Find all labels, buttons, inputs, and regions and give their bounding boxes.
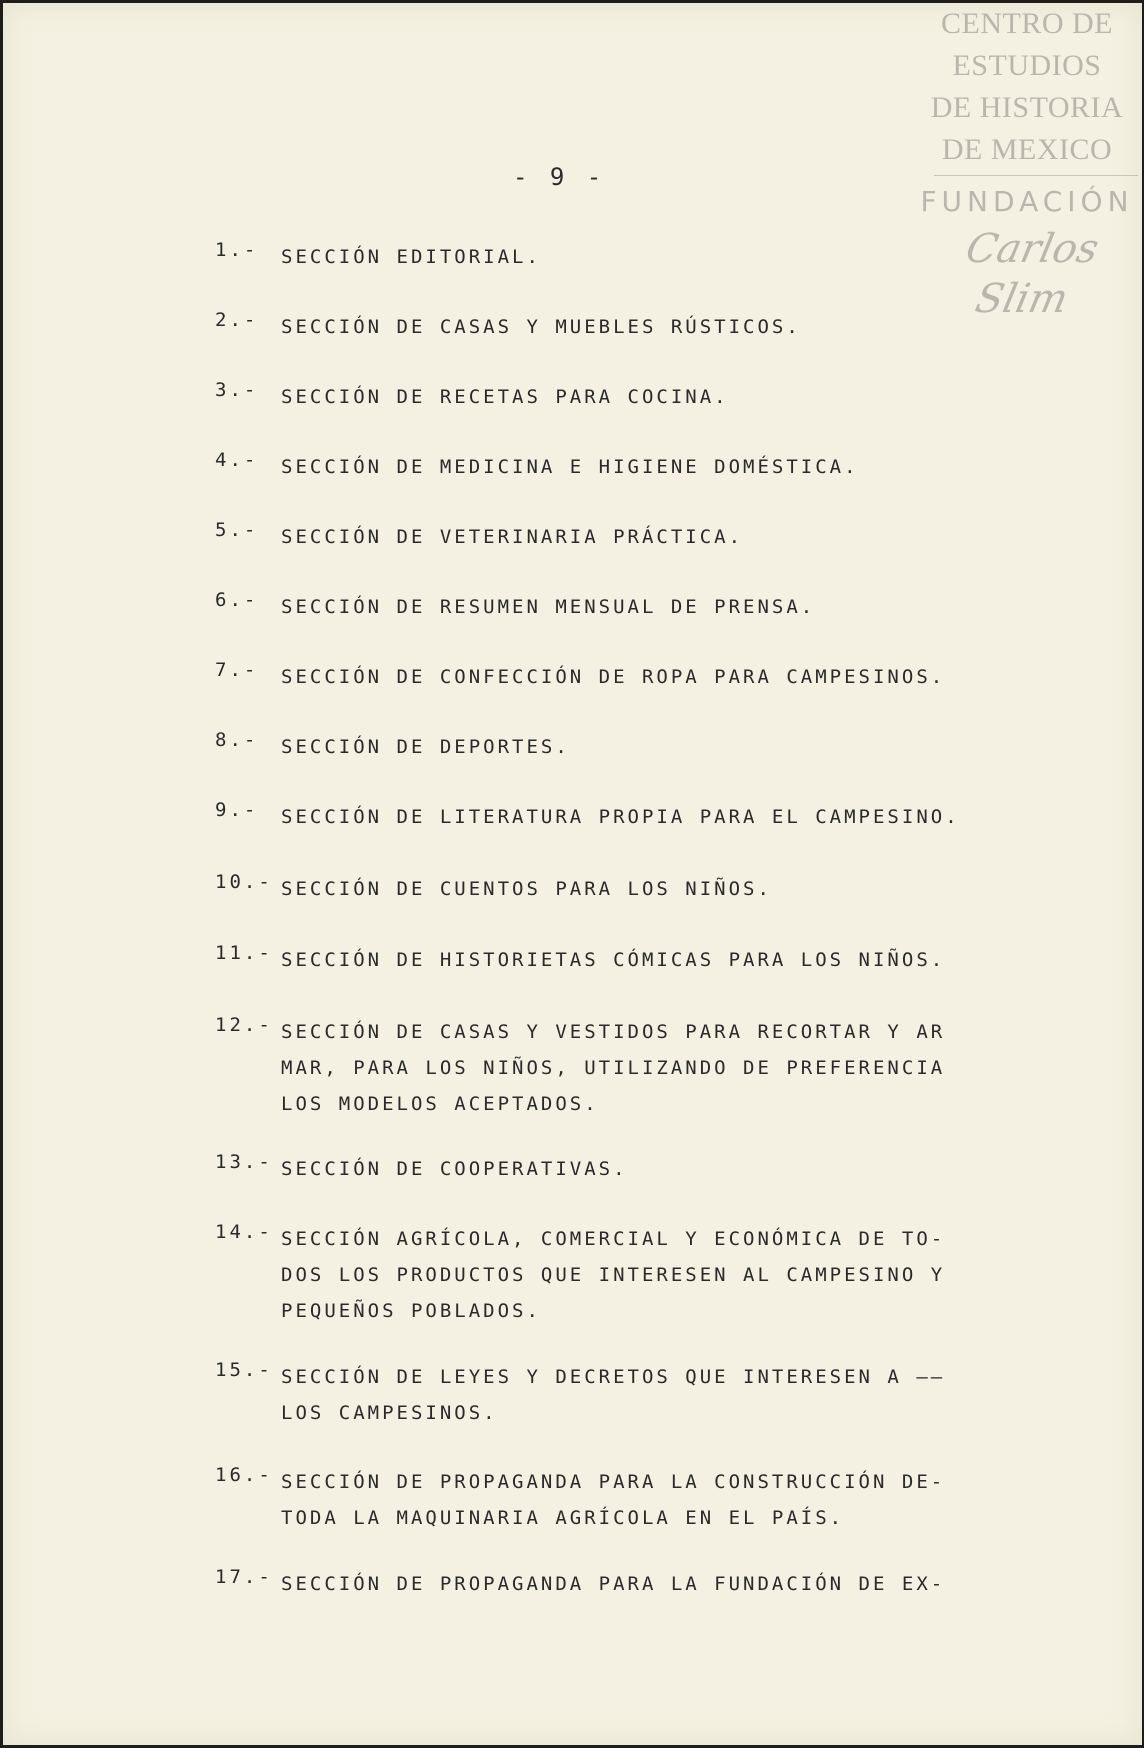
section-item: [215, 239, 981, 275]
section-item-text: SECCIÓN DE LITERATURA PROPIA PARA EL CAMPESINO.: [281, 806, 960, 828]
section-item-text: SECCIÓN DE HISTORIETAS CÓMICAS PARA LOS NIÑOS.: [281, 949, 946, 971]
section-item-number: 4.-: [215, 449, 259, 471]
section-item: [215, 871, 981, 907]
section-item-number: 10.-: [215, 871, 273, 893]
section-item-number: 6.-: [215, 589, 259, 611]
watermark-line-2: ESTUDIOS: [952, 49, 1102, 82]
section-item: [215, 1151, 981, 1187]
section-item: [215, 659, 981, 695]
section-item-text: SECCIÓN DE PROPAGANDA PARA LA CONSTRUCCIÓN DE- TODA LA MAQUINARIA AGRÍCOLA EN EL PAÍS.: [281, 1471, 946, 1529]
section-item: [215, 309, 981, 345]
section-item: [215, 1359, 981, 1431]
section-item-number: 15.-: [215, 1359, 273, 1381]
section-item-number: 14.-: [215, 1221, 273, 1243]
section-item: [215, 519, 981, 555]
section-item-text: SECCIÓN DE CONFECCIÓN DE ROPA PARA CAMPESINOS.: [281, 666, 946, 688]
section-item: [215, 1221, 981, 1329]
section-item: [215, 942, 981, 978]
section-item-number: 13.-: [215, 1151, 273, 1173]
section-item-number: 2.-: [215, 309, 259, 331]
section-item-number: 5.-: [215, 519, 259, 541]
watermark-signature: Carlos Slim: [961, 226, 1103, 322]
section-item-number: 11.-: [215, 942, 273, 964]
section-item-number: 12.-: [215, 1014, 273, 1036]
section-item-number: 8.-: [215, 729, 259, 751]
section-item-number: 7.-: [215, 659, 259, 681]
section-item-text: SECCIÓN DE VETERINARIA PRÁCTICA.: [281, 526, 744, 548]
section-item-text: SECCIÓN DE MEDICINA E HIGIENE DOMÉSTICA.: [281, 456, 859, 478]
section-item-number: 17.-: [215, 1566, 273, 1588]
section-item-text: SECCIÓN DE COOPERATIVAS.: [281, 1158, 628, 1180]
watermark-line-4: DE MEXICO: [941, 133, 1113, 166]
section-item: [215, 1464, 981, 1536]
page-number: - 9 -: [513, 163, 606, 191]
section-item-text: SECCIÓN DE PROPAGANDA PARA LA FUNDACIÓN DE EX-: [281, 1573, 946, 1595]
section-item-text: SECCIÓN AGRÍCOLA, COMERCIAL Y ECONÓMICA DE TO- DOS LOS PRODUCTOS QUE INTERESEN AL CAMPESINO Y PEQUEÑOS POBLADOS.: [281, 1228, 946, 1322]
section-item: [215, 449, 981, 485]
section-item: [215, 379, 981, 415]
section-item-text: SECCIÓN DE LEYES Y DECRETOS QUE INTERESEN A —— LOS CAMPESINOS.: [281, 1366, 946, 1424]
section-item-number: 1.-: [215, 239, 259, 261]
document-page: [3, 3, 1142, 1745]
section-item-text: SECCIÓN DE CASAS Y VESTIDOS PARA RECORTAR Y AR MAR, PARA LOS NIÑOS, UTILIZANDO DE PREFERENCIA LOS MODELOS ACEPTADOS.: [281, 1021, 946, 1115]
section-item-text: SECCIÓN DE DEPORTES.: [281, 736, 570, 758]
watermark-foundation: FUNDACIÓN: [920, 185, 1134, 218]
section-item-text: SECCIÓN DE RECETAS PARA COCINA.: [281, 386, 729, 408]
watermark-line-1: CENTRO DE: [941, 7, 1113, 40]
section-item-text: SECCIÓN DE CASAS Y MUEBLES RÚSTICOS.: [281, 316, 801, 338]
section-item-number: 9.-: [215, 799, 259, 821]
section-item-text: SECCIÓN DE CUENTOS PARA LOS NIÑOS.: [281, 878, 772, 900]
section-item: [215, 589, 981, 625]
section-item-text: SECCIÓN DE RESUMEN MENSUAL DE PRENSA.: [281, 596, 816, 618]
section-item: [215, 1566, 981, 1602]
watermark-divider: [934, 175, 1138, 176]
section-item: [215, 799, 981, 835]
watermark-line-3: DE HISTORIA: [930, 91, 1124, 124]
section-item-number: 3.-: [215, 379, 259, 401]
section-item: [215, 729, 981, 765]
section-item-text: SECCIÓN EDITORIAL.: [281, 246, 541, 268]
section-item-number: 16.-: [215, 1464, 273, 1486]
archive-watermark: [912, 3, 1142, 324]
section-item: [215, 1014, 981, 1122]
